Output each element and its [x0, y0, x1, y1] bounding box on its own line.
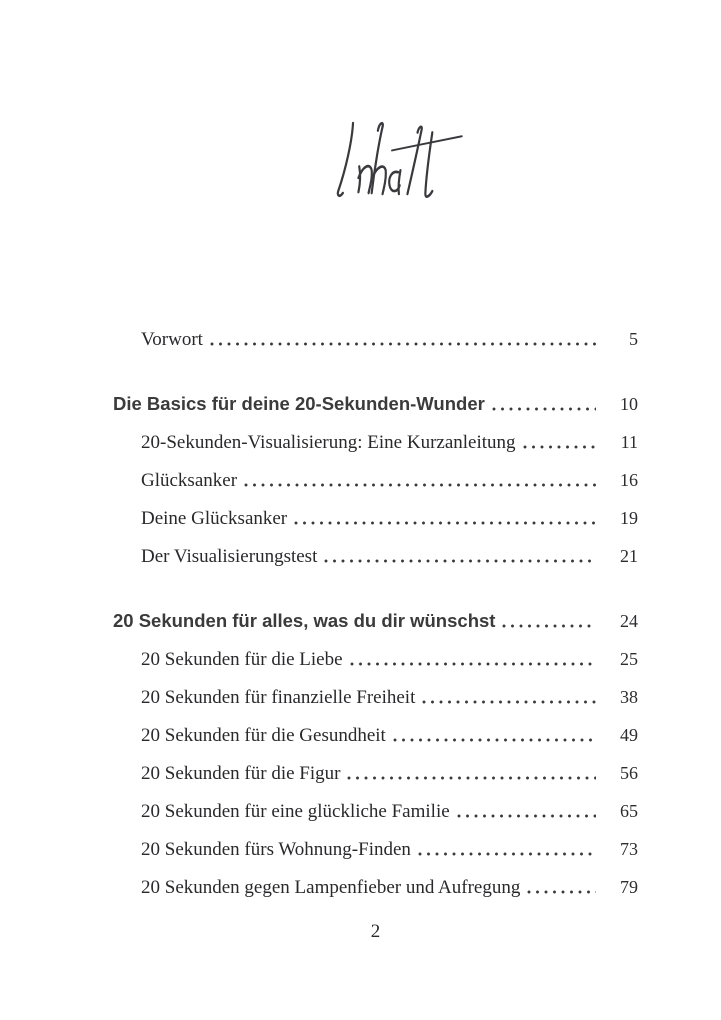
toc-entry [113, 461, 638, 499]
dot-leader [523, 423, 596, 461]
dot-leader [350, 640, 596, 678]
dot-leader [294, 499, 596, 537]
toc-entry-page: 79 [620, 877, 638, 897]
dot-leader [210, 320, 596, 358]
dot-leader [527, 868, 596, 906]
toc-entry-label: 20 Sekunden für die Gesundheit [141, 725, 386, 746]
dot-leader [502, 602, 596, 640]
dot-leader [244, 461, 596, 499]
toc-entry-label: 20 Sekunden fürs Wohnung-Finden [141, 839, 411, 860]
toc-entry [113, 320, 638, 358]
toc-entry-page: 5 [629, 329, 638, 349]
toc-entry-page: 10 [620, 394, 638, 414]
toc-entry [113, 792, 638, 830]
toc-entry [113, 537, 638, 575]
dot-leader [393, 716, 596, 754]
toc-entry [113, 499, 638, 537]
dot-leader [457, 792, 596, 830]
toc-entry-label: 20 Sekunden für alles, was du dir wünschst [113, 610, 496, 631]
toc-entry-page: 21 [620, 546, 638, 566]
dot-leader [324, 537, 596, 575]
toc-entry-page: 11 [620, 432, 638, 452]
dot-leader [422, 678, 596, 716]
toc-entry [113, 423, 638, 461]
toc-entry [113, 678, 638, 716]
toc-entry [113, 754, 638, 792]
toc-entry [113, 640, 638, 678]
toc-entry-page: 24 [620, 611, 638, 631]
toc-entry-label: 20-Sekunden-Visualisierung: Eine Kurzanleitung [141, 432, 516, 453]
toc-entry-page: 16 [620, 470, 638, 490]
dot-leader [492, 385, 596, 423]
toc-entry [113, 716, 638, 754]
toc-entry-label: 20 Sekunden für finanzielle Freiheit [141, 687, 416, 708]
toc-entry [113, 868, 638, 906]
toc-entry-label: Glücksanker [141, 470, 238, 491]
toc-entry [113, 830, 638, 868]
handwriting-inhalt-icon [325, 106, 465, 210]
page-number: 2 [370, 921, 381, 942]
toc-entry-page: 25 [620, 649, 638, 669]
toc-entry-page: 19 [620, 508, 638, 528]
toc-entry-label: Deine Glücksanker [141, 508, 288, 529]
toc-entry [113, 385, 638, 423]
toc-entry-label: 20 Sekunden gegen Lampenfieber und Aufregung [141, 877, 521, 898]
toc-entry-label: 20 Sekunden für eine glückliche Familie [141, 801, 450, 822]
toc-entry-page: 49 [620, 725, 638, 745]
toc-entry-label: 20 Sekunden für die Figur [141, 763, 341, 784]
inhalt-script-title [325, 106, 465, 210]
toc-entry-label: Vorwort [141, 329, 203, 350]
toc-entry-page: 56 [620, 763, 638, 783]
toc-entry-label: Die Basics für deine 20-Sekunden-Wunder [113, 393, 485, 414]
toc-entry-label: 20 Sekunden für die Liebe [141, 649, 343, 670]
toc-entry-page: 73 [620, 839, 638, 859]
toc-entry-page: 38 [620, 687, 638, 707]
toc-list [113, 320, 638, 906]
dot-leader [418, 830, 596, 868]
toc-entry-label: Der Visualisierungstest [141, 546, 318, 567]
dot-leader [347, 754, 596, 792]
toc-entry-page: 65 [620, 801, 638, 821]
toc-entry [113, 602, 638, 640]
